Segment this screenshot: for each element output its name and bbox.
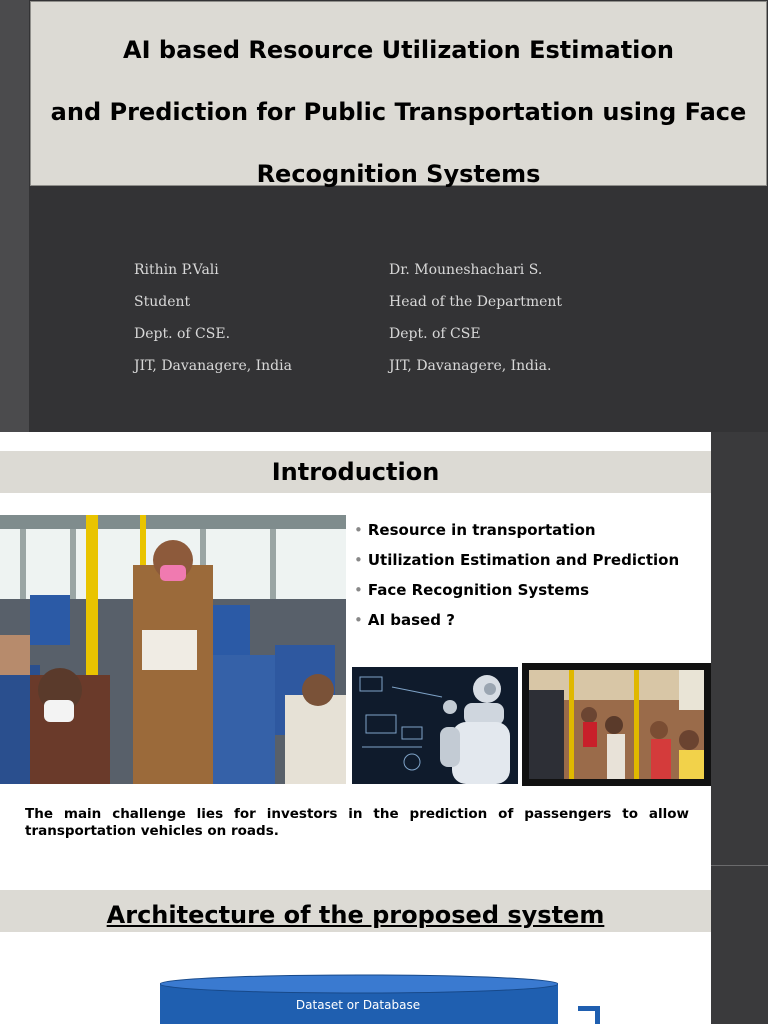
slide-margin-divider [711, 865, 768, 866]
author-1-dept: Dept. of CSE. [134, 326, 231, 342]
challenge-statement: The main challenge lies for investors in the prediction of passengers to allow transportation vehicles on roads. [25, 806, 689, 839]
ai-robot-image [352, 667, 518, 784]
bullet-dot-icon: • [354, 611, 363, 629]
author-2-role: Head of the Department [389, 294, 563, 310]
title-box [30, 1, 767, 186]
crowded-bus-image [522, 663, 711, 786]
author-1-name: Rithin P.Vali [134, 262, 219, 278]
author-1-role: Student [134, 294, 191, 310]
title-line-3: Recognition Systems [256, 160, 541, 188]
bullet-item: • Face Recognition Systems [354, 581, 590, 599]
bus-conductor-photo [0, 515, 346, 784]
bullet-dot-icon: • [354, 521, 363, 539]
architecture-heading: Architecture of the proposed system [0, 890, 711, 932]
bullet-dot-icon: • [354, 581, 363, 599]
title-line-1: AI based Resource Utilization Estimation [123, 36, 674, 64]
author-2-name: Dr. Mouneshachari S. [389, 262, 543, 278]
bullet-item: • Resource in transportation [354, 521, 596, 539]
author-1-institution: JIT, Davanagere, India [134, 358, 292, 374]
intro-bullet-list [354, 520, 679, 640]
connector-bracket-icon [578, 1006, 600, 1024]
bullet-item: • Utilization Estimation and Prediction [354, 551, 680, 569]
slide-left-strip [0, 0, 29, 432]
title-line-2: and Prediction for Public Transportation using Face [50, 98, 747, 126]
slide-right-margin [711, 432, 768, 1024]
bullet-dot-icon: • [354, 551, 363, 569]
title-slide [0, 0, 768, 432]
content-slide [0, 432, 711, 1024]
introduction-heading: Introduction [0, 451, 711, 493]
bullet-item: • AI based ? [354, 611, 455, 629]
database-label: Dataset or Database [295, 998, 421, 1012]
author-2-dept: Dept. of CSE [389, 326, 481, 342]
author-2-institution: JIT, Davanagere, India. [389, 358, 552, 374]
